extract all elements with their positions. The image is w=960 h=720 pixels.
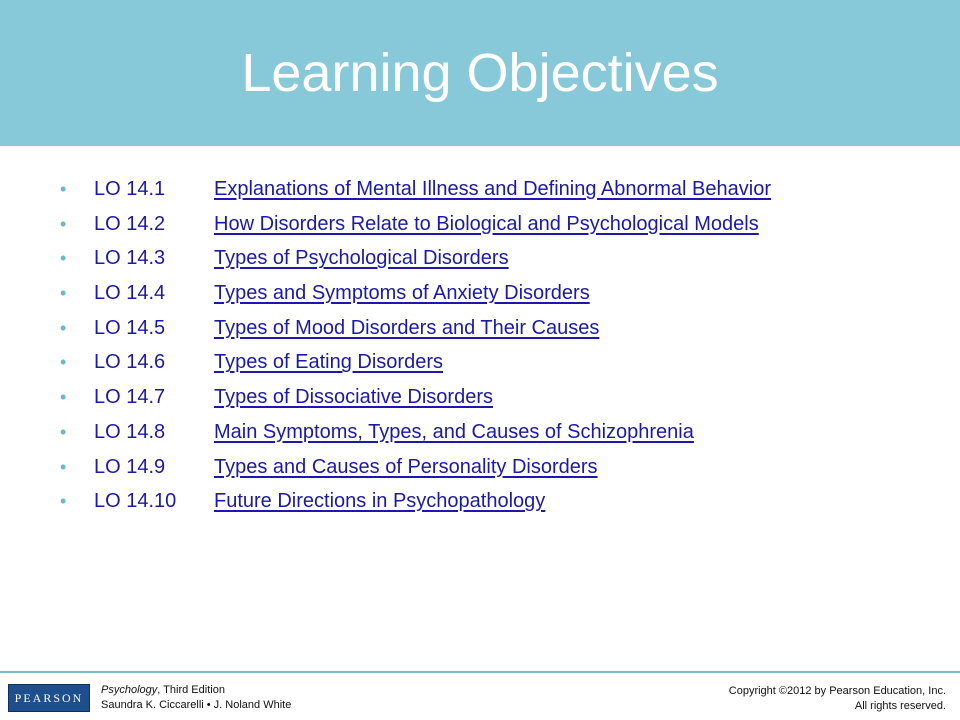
bullet-icon: • [60, 352, 67, 373]
objective-code: LO 14.8 [94, 420, 166, 443]
objective-link[interactable] [94, 484, 545, 518]
bullet-icon: • [60, 248, 67, 269]
list-item [60, 450, 940, 485]
objective-link[interactable] [94, 380, 493, 414]
list-item [60, 207, 940, 242]
pearson-logo [8, 684, 90, 712]
objective-code: LO 14.4 [94, 282, 166, 305]
copyright-notice [729, 684, 946, 714]
objective-link[interactable] [94, 207, 759, 241]
bullet-icon: • [60, 387, 67, 408]
book-title: Psychology [101, 684, 158, 696]
objective-link[interactable] [94, 450, 598, 484]
objective-text: Explanations of Mental Illness and Defining Abnormal Behavior [214, 178, 771, 200]
book-edition: , Third Edition [157, 684, 225, 696]
objective-link[interactable] [94, 172, 771, 206]
objective-text: How Disorders Relate to Biological and Psychological Models [214, 212, 759, 235]
objective-link[interactable] [94, 241, 509, 275]
title-banner [0, 0, 960, 146]
objective-link[interactable] [94, 311, 599, 345]
objective-code: LO 14.10 [94, 490, 177, 513]
objective-text: Main Symptoms, Types, and Causes of Schizophrenia [214, 420, 694, 443]
list-item [60, 311, 940, 346]
objective-code: LO 14.6 [94, 351, 166, 374]
objective-code: LO 14.5 [94, 316, 166, 339]
objective-text: Types of Psychological Disorders [214, 247, 509, 270]
objective-link[interactable] [94, 415, 694, 449]
list-item [60, 276, 940, 311]
objective-code: LO 14.2 [94, 212, 166, 235]
objective-text: Types and Causes of Personality Disorders [214, 455, 598, 478]
objectives-list [60, 172, 940, 519]
book-authors: Saundra K. Ciccarelli • J. Noland White [101, 699, 292, 711]
list-item [60, 172, 940, 207]
rights-text: All rights reserved. [854, 700, 946, 712]
bullet-icon: • [60, 456, 67, 477]
copyright-text: Copyright ©2012 by Pearson Education, Inc. [728, 685, 946, 697]
objective-code: LO 14.7 [94, 386, 166, 409]
logo-text: PEARSON [14, 691, 84, 705]
list-item [60, 380, 940, 415]
objective-text: Future Directions in Psychopathology [214, 490, 546, 513]
objective-code: LO 14.3 [94, 247, 166, 270]
bullet-icon: • [60, 317, 67, 338]
list-item [60, 415, 940, 450]
list-item [60, 484, 940, 519]
bullet-icon: • [60, 179, 67, 199]
book-info [101, 683, 291, 713]
objective-code: LO 14.1 [94, 178, 166, 200]
footer-divider [0, 671, 960, 673]
objective-text: Types of Dissociative Disorders [214, 386, 493, 409]
list-item [60, 345, 940, 380]
objective-link[interactable] [94, 345, 443, 379]
slide-title: Learning Objectives [241, 43, 719, 103]
objective-text: Types and Symptoms of Anxiety Disorders [214, 282, 590, 305]
objective-text: Types of Mood Disorders and Their Causes [214, 316, 600, 339]
bullet-icon: • [60, 283, 67, 304]
list-item [60, 241, 940, 276]
bullet-icon: • [60, 213, 67, 234]
bullet-icon: • [60, 491, 67, 512]
bullet-icon: • [60, 421, 67, 442]
objective-code: LO 14.9 [94, 455, 166, 478]
book-title-line [101, 683, 291, 698]
objective-link[interactable] [94, 276, 590, 310]
objective-text: Types of Eating Disorders [214, 351, 443, 374]
